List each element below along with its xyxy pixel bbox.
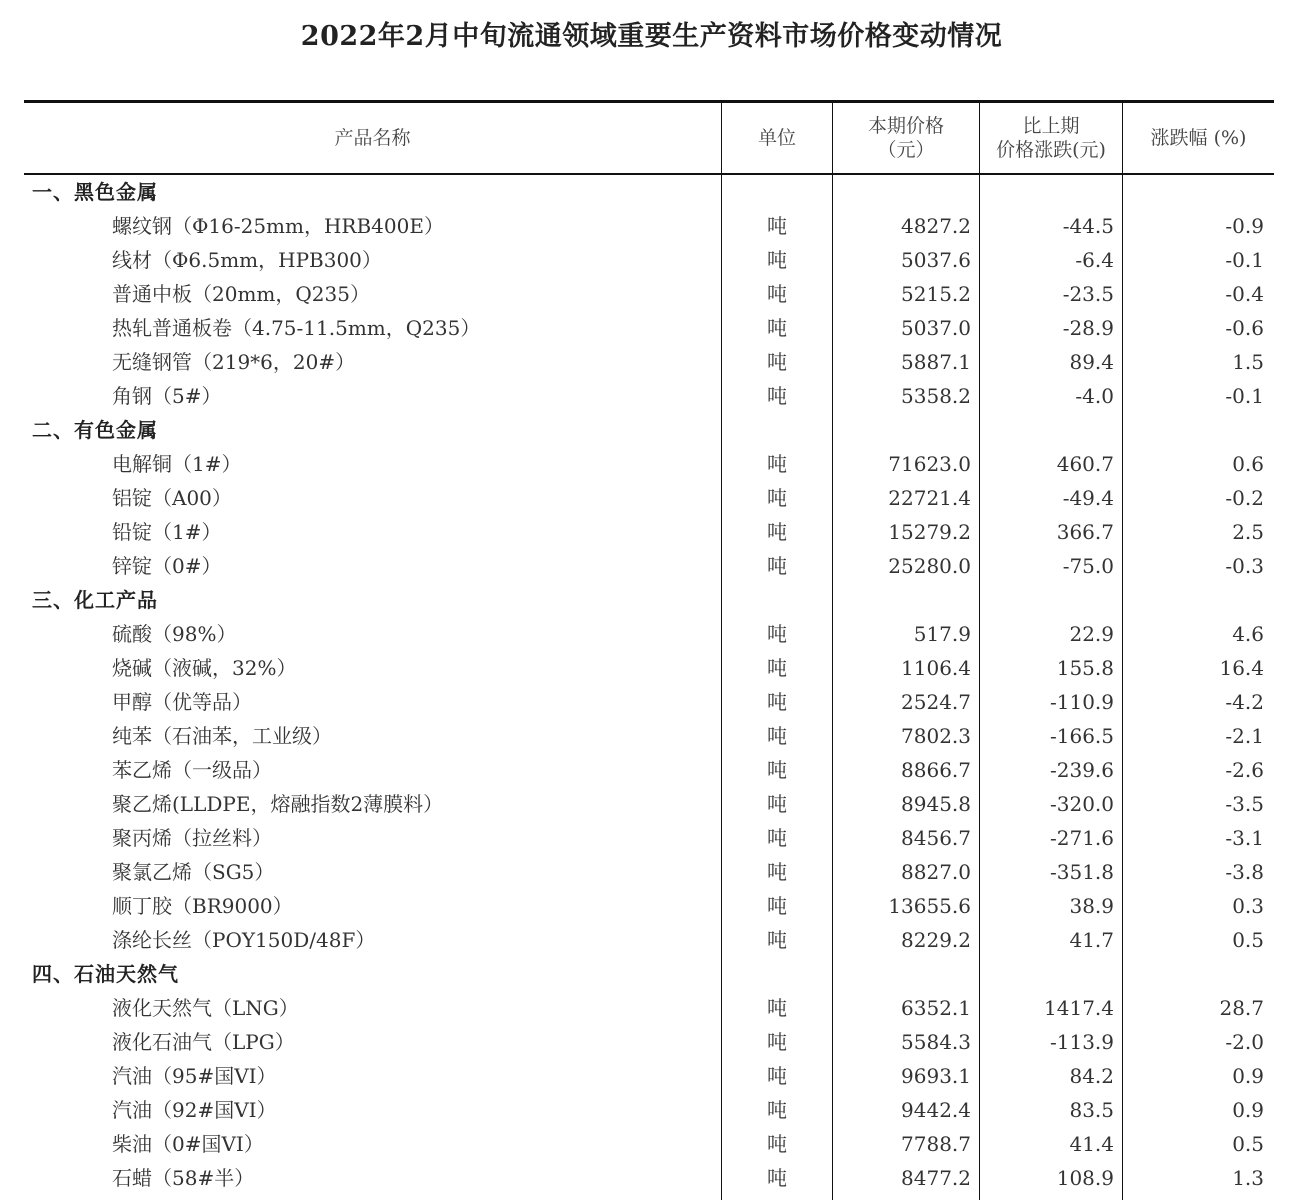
price-cell: 22721.4 (888, 486, 971, 510)
table-row (24, 1025, 1274, 1059)
price-cell: 5215.2 (901, 282, 971, 306)
change-cell: -166.5 (1049, 724, 1114, 748)
price-cell: 1106.4 (901, 656, 971, 680)
change-cell: -113.9 (1049, 1030, 1114, 1054)
table-row (24, 481, 1274, 515)
change-cell: 1417.4 (1044, 996, 1114, 1020)
change-cell: 108.9 (1056, 1166, 1114, 1190)
unit-cell: 吨 (767, 758, 787, 782)
price-cell: 5887.1 (901, 350, 971, 374)
change-cell: 460.7 (1056, 452, 1114, 476)
change-cell: 22.9 (1069, 622, 1114, 646)
price-cell: 5358.2 (901, 384, 971, 408)
page-title: 2022年2月中旬流通领域重要生产资料市场价格变动情况 (300, 21, 1003, 52)
table-row (24, 753, 1274, 787)
table-row (24, 209, 1274, 243)
product-name: 液化天然气（LNG） (112, 996, 299, 1020)
percent-cell: 16.4 (1219, 656, 1264, 680)
percent-cell: -3.8 (1225, 860, 1264, 884)
change-cell: 155.8 (1056, 656, 1114, 680)
product-name: 柴油（0#国VI） (112, 1132, 264, 1156)
header-unit-label: 单位 (757, 127, 796, 149)
product-name: 角钢（5#） (112, 384, 222, 408)
product-name: 汽油（92#国VI） (112, 1098, 277, 1122)
unit-cell: 吨 (767, 928, 787, 952)
price-cell: 4827.2 (901, 214, 971, 238)
unit-cell: 吨 (767, 282, 787, 306)
table-row (24, 991, 1274, 1025)
unit-cell: 吨 (767, 690, 787, 714)
category-label: 四、石油天然气 (32, 962, 179, 986)
header-price-change-line1: 比上期 (1022, 115, 1080, 137)
unit-cell: 吨 (767, 656, 787, 680)
unit-cell: 吨 (767, 384, 787, 408)
price-cell: 71623.0 (888, 452, 971, 476)
unit-cell: 吨 (767, 1030, 787, 1054)
percent-cell: -2.0 (1225, 1030, 1264, 1054)
table-row (24, 379, 1274, 413)
unit-cell: 吨 (767, 1132, 787, 1156)
change-cell: -28.9 (1062, 316, 1114, 340)
percent-cell: -3.1 (1225, 826, 1264, 850)
product-name: 铝锭（A00） (112, 486, 232, 510)
product-name: 电解铜（1#） (112, 452, 242, 476)
unit-cell: 吨 (767, 520, 787, 544)
header-product-name (24, 103, 721, 173)
unit-cell: 吨 (767, 486, 787, 510)
header-change-percent (1123, 103, 1274, 173)
product-name: 甲醇（优等品） (112, 690, 252, 714)
unit-cell: 吨 (767, 248, 787, 272)
category-row (24, 413, 1274, 447)
price-cell: 9693.1 (901, 1064, 971, 1088)
header-current-price-line2: （元） (877, 139, 935, 161)
price-cell: 5037.6 (901, 248, 971, 272)
table-row (24, 549, 1274, 583)
unit-cell: 吨 (767, 1098, 787, 1122)
change-cell: -239.6 (1049, 758, 1114, 782)
unit-cell: 吨 (767, 724, 787, 748)
header-unit (722, 103, 832, 173)
unit-cell: 吨 (767, 554, 787, 578)
percent-cell: 0.5 (1232, 1132, 1264, 1156)
price-cell: 5584.3 (901, 1030, 971, 1054)
unit-cell: 吨 (767, 826, 787, 850)
table-row (24, 1161, 1274, 1195)
price-cell: 7802.3 (901, 724, 971, 748)
percent-cell: -4.2 (1225, 690, 1264, 714)
percent-cell: -2.6 (1225, 758, 1264, 782)
unit-cell: 吨 (767, 214, 787, 238)
change-cell: 41.4 (1069, 1132, 1114, 1156)
table-row (24, 345, 1274, 379)
header-product-name-label: 产品名称 (334, 127, 411, 149)
percent-cell: 0.9 (1232, 1064, 1264, 1088)
price-cell: 15279.2 (888, 520, 971, 544)
header-change-percent-label: 涨跌幅 (%) (1150, 127, 1247, 149)
unit-cell: 吨 (767, 1166, 787, 1190)
price-cell: 7788.7 (901, 1132, 971, 1156)
product-name: 烧碱（液碱，32%） (112, 656, 297, 680)
table-body (24, 175, 1274, 1195)
column-divider (832, 103, 833, 1200)
product-name: 聚氯乙烯（SG5） (112, 860, 275, 884)
percent-cell: 1.3 (1232, 1166, 1264, 1190)
product-name: 聚丙烯（拉丝料） (112, 826, 272, 850)
unit-cell: 吨 (767, 316, 787, 340)
product-name: 涤纶长丝（POY150D/48F） (112, 928, 376, 952)
price-cell: 13655.6 (888, 894, 971, 918)
change-cell: -4.0 (1075, 384, 1114, 408)
product-name: 聚乙烯(LLDPE，熔融指数2薄膜料） (112, 792, 444, 816)
price-cell: 2524.7 (901, 690, 971, 714)
category-label: 二、有色金属 (32, 418, 158, 442)
change-cell: 41.7 (1069, 928, 1114, 952)
percent-cell: -0.3 (1225, 554, 1264, 578)
change-cell: 366.7 (1056, 520, 1114, 544)
price-table (24, 100, 1274, 1195)
table-row (24, 651, 1274, 685)
percent-cell: 0.5 (1232, 928, 1264, 952)
product-name: 铅锭（1#） (112, 520, 222, 544)
column-divider (1122, 103, 1123, 1200)
price-cell: 8456.7 (901, 826, 971, 850)
product-name: 锌锭（0#） (112, 554, 222, 578)
percent-cell: -0.6 (1225, 316, 1264, 340)
percent-cell: 28.7 (1219, 996, 1264, 1020)
change-cell: -75.0 (1062, 554, 1114, 578)
price-cell: 8945.8 (901, 792, 971, 816)
table-row (24, 1093, 1274, 1127)
product-name: 热轧普通板卷（4.75-11.5mm，Q235） (112, 316, 481, 340)
product-name: 顺丁胶（BR9000） (112, 894, 293, 918)
percent-cell: -0.1 (1225, 384, 1264, 408)
table-row (24, 855, 1274, 889)
unit-cell: 吨 (767, 350, 787, 374)
category-row (24, 583, 1274, 617)
unit-cell: 吨 (767, 622, 787, 646)
change-cell: -351.8 (1049, 860, 1114, 884)
percent-cell: 0.6 (1232, 452, 1264, 476)
unit-cell: 吨 (767, 1064, 787, 1088)
percent-cell: -0.2 (1225, 486, 1264, 510)
percent-cell: 2.5 (1232, 520, 1264, 544)
table-row (24, 311, 1274, 345)
percent-cell: -0.4 (1225, 282, 1264, 306)
change-cell: 89.4 (1069, 350, 1114, 374)
price-cell: 517.9 (913, 622, 971, 646)
column-divider (979, 103, 980, 1200)
product-name: 普通中板（20mm，Q235） (112, 282, 370, 306)
percent-cell: -0.1 (1225, 248, 1264, 272)
change-cell: 83.5 (1069, 1098, 1114, 1122)
change-cell: 38.9 (1069, 894, 1114, 918)
product-name: 纯苯（石油苯，工业级） (112, 724, 332, 748)
price-cell: 8229.2 (901, 928, 971, 952)
change-cell: -271.6 (1049, 826, 1114, 850)
price-cell: 6352.1 (901, 996, 971, 1020)
percent-cell: -0.9 (1225, 214, 1264, 238)
table-row (24, 923, 1274, 957)
change-cell: -6.4 (1075, 248, 1114, 272)
table-row (24, 1127, 1274, 1161)
change-cell: -320.0 (1049, 792, 1114, 816)
percent-cell: -2.1 (1225, 724, 1264, 748)
price-cell: 5037.0 (901, 316, 971, 340)
change-cell: -44.5 (1062, 214, 1114, 238)
percent-cell: 0.9 (1232, 1098, 1264, 1122)
product-name: 苯乙烯（一级品） (112, 758, 272, 782)
change-cell: -49.4 (1062, 486, 1114, 510)
table-row (24, 719, 1274, 753)
product-name: 液化石油气（LPG） (112, 1030, 295, 1054)
category-label: 三、化工产品 (32, 588, 158, 612)
table-row (24, 1059, 1274, 1093)
price-cell: 8477.2 (901, 1166, 971, 1190)
unit-cell: 吨 (767, 452, 787, 476)
category-label: 一、黑色金属 (32, 180, 158, 204)
unit-cell: 吨 (767, 996, 787, 1020)
percent-cell: 4.6 (1232, 622, 1264, 646)
price-cell: 8827.0 (901, 860, 971, 884)
product-name: 硫酸（98%） (112, 622, 237, 646)
product-name: 无缝钢管（219*6，20#） (112, 350, 356, 374)
product-name: 螺纹钢（Φ16-25mm，HRB400E） (112, 214, 444, 238)
header-current-price-line1: 本期价格 (867, 115, 944, 137)
price-cell: 25280.0 (888, 554, 971, 578)
percent-cell: -3.5 (1225, 792, 1264, 816)
table-row (24, 243, 1274, 277)
change-cell: 84.2 (1069, 1064, 1114, 1088)
price-cell: 8866.7 (901, 758, 971, 782)
percent-cell: 1.5 (1232, 350, 1264, 374)
product-name: 汽油（95#国VI） (112, 1064, 277, 1088)
change-cell: -23.5 (1062, 282, 1114, 306)
header-current-price (833, 103, 979, 173)
table-row (24, 821, 1274, 855)
product-name: 线材（Φ6.5mm，HPB300） (112, 248, 382, 272)
table-row (24, 617, 1274, 651)
product-name: 石蜡（58#半） (112, 1166, 255, 1190)
table-row (24, 515, 1274, 549)
table-row (24, 685, 1274, 719)
column-divider (721, 103, 722, 1200)
table-row (24, 787, 1274, 821)
change-cell: -110.9 (1049, 690, 1114, 714)
unit-cell: 吨 (767, 894, 787, 918)
table-row (24, 277, 1274, 311)
table-header (24, 103, 1274, 175)
category-row (24, 175, 1274, 209)
percent-cell: 0.3 (1232, 894, 1264, 918)
header-price-change-line2: 价格涨跌(元) (996, 139, 1106, 161)
price-cell: 9442.4 (901, 1098, 971, 1122)
table-row (24, 447, 1274, 481)
unit-cell: 吨 (767, 792, 787, 816)
unit-cell: 吨 (767, 860, 787, 884)
table-row (24, 889, 1274, 923)
header-price-change (980, 103, 1122, 173)
category-row (24, 957, 1274, 991)
